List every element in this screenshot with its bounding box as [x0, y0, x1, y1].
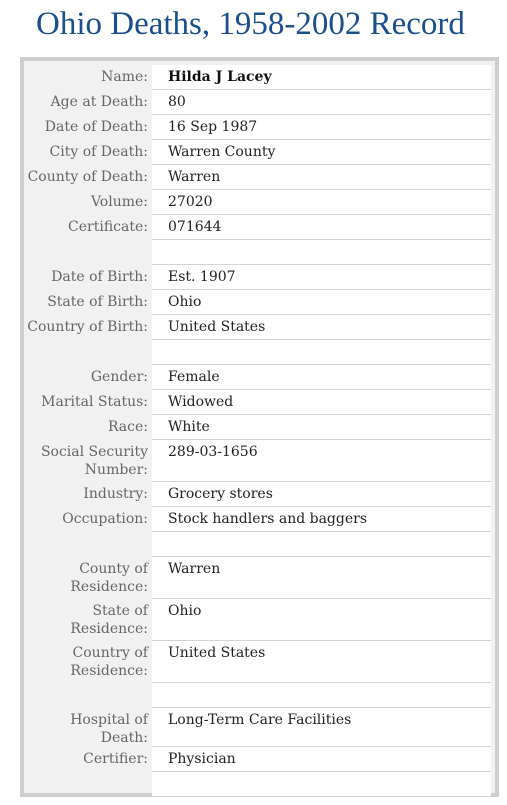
row-value — [152, 240, 491, 265]
row-value: Physician — [152, 747, 491, 772]
record-row-county-of-death — [24, 165, 491, 190]
record-row-country-of-residence — [24, 641, 491, 683]
record-row-social-security-number — [24, 440, 491, 482]
row-label — [24, 340, 152, 365]
record-row-spacer — [24, 683, 491, 708]
row-value: Long-Term Care Facilities — [152, 708, 491, 747]
row-value: United States — [152, 641, 491, 683]
record-row-county-of-residence — [24, 557, 491, 599]
record-row-date-of-birth — [24, 265, 491, 290]
record-table — [20, 57, 499, 797]
record-row-country-of-birth — [24, 315, 491, 340]
row-label: Volume: — [90, 194, 148, 210]
row-label: Date of Birth: — [51, 269, 148, 285]
row-label: Hospital of Death: — [70, 712, 148, 746]
record-row-certificate — [24, 215, 491, 240]
row-label — [24, 772, 152, 797]
row-label: Certificate: — [68, 219, 148, 235]
row-value: 16 Sep 1987 — [152, 115, 491, 140]
row-value: Stock handlers and baggers — [152, 507, 491, 532]
row-value: 27020 — [152, 190, 491, 215]
row-label — [24, 683, 152, 708]
record-row-spacer — [24, 340, 491, 365]
row-label: Age at Death: — [50, 94, 148, 110]
record-rows — [24, 65, 491, 797]
row-value: 80 — [152, 90, 491, 115]
row-label: Name: — [101, 69, 148, 85]
row-label: Occupation: — [62, 511, 148, 527]
row-label: State of Residence: — [70, 603, 148, 637]
row-label: Marital Status: — [41, 394, 148, 410]
row-value: Warren — [152, 165, 491, 190]
row-label — [24, 240, 152, 265]
row-value: Female — [152, 365, 491, 390]
row-label: Country of Birth: — [27, 319, 148, 335]
row-label: State of Birth: — [47, 294, 148, 310]
row-value: Warren — [152, 557, 491, 599]
record-row-industry — [24, 482, 491, 507]
row-value — [152, 340, 491, 365]
row-label: Social Security Number: — [40, 444, 148, 478]
row-value: Grocery stores — [152, 482, 491, 507]
record-row-occupation — [24, 507, 491, 532]
row-value — [152, 683, 491, 708]
record-row-certifier — [24, 747, 491, 772]
record-row-race — [24, 415, 491, 440]
row-label: County of Residence: — [70, 561, 148, 595]
row-value — [152, 532, 491, 557]
row-label — [24, 532, 152, 557]
page-title: Ohio Deaths, 1958-2002 Record — [36, 6, 465, 42]
record-row-date-of-death — [24, 115, 491, 140]
record-row-marital-status — [24, 390, 491, 415]
row-value: Warren County — [152, 140, 491, 165]
row-value — [152, 772, 491, 797]
row-value: Est. 1907 — [152, 265, 491, 290]
row-label: Certifier: — [83, 751, 148, 767]
record-row-city-of-death — [24, 140, 491, 165]
record-row-volume — [24, 190, 491, 215]
row-value: 289-03-1656 — [152, 440, 491, 482]
record-row-name — [24, 65, 491, 90]
record-row-hospital-of-death — [24, 708, 491, 747]
row-value: 071644 — [152, 215, 491, 240]
row-value: Hilda J Lacey — [152, 65, 491, 90]
record-row-spacer — [24, 532, 491, 557]
record-row-gender — [24, 365, 491, 390]
row-value: Ohio — [152, 290, 491, 315]
record-row-state-of-residence — [24, 599, 491, 641]
row-label: Date of Death: — [44, 119, 148, 135]
row-label: Industry: — [83, 486, 148, 502]
row-label: Country of Residence: — [70, 645, 148, 679]
record-row-spacer — [24, 240, 491, 265]
row-label: Gender: — [90, 369, 148, 385]
row-value: White — [152, 415, 491, 440]
row-value: Widowed — [152, 390, 491, 415]
row-label: Race: — [107, 419, 148, 435]
record-row-state-of-birth — [24, 290, 491, 315]
record-row-age-at-death — [24, 90, 491, 115]
row-label: City of Death: — [49, 144, 148, 160]
row-value: United States — [152, 315, 491, 340]
record-row-spacer — [24, 772, 491, 797]
row-value: Ohio — [152, 599, 491, 641]
row-label: County of Death: — [27, 169, 148, 185]
